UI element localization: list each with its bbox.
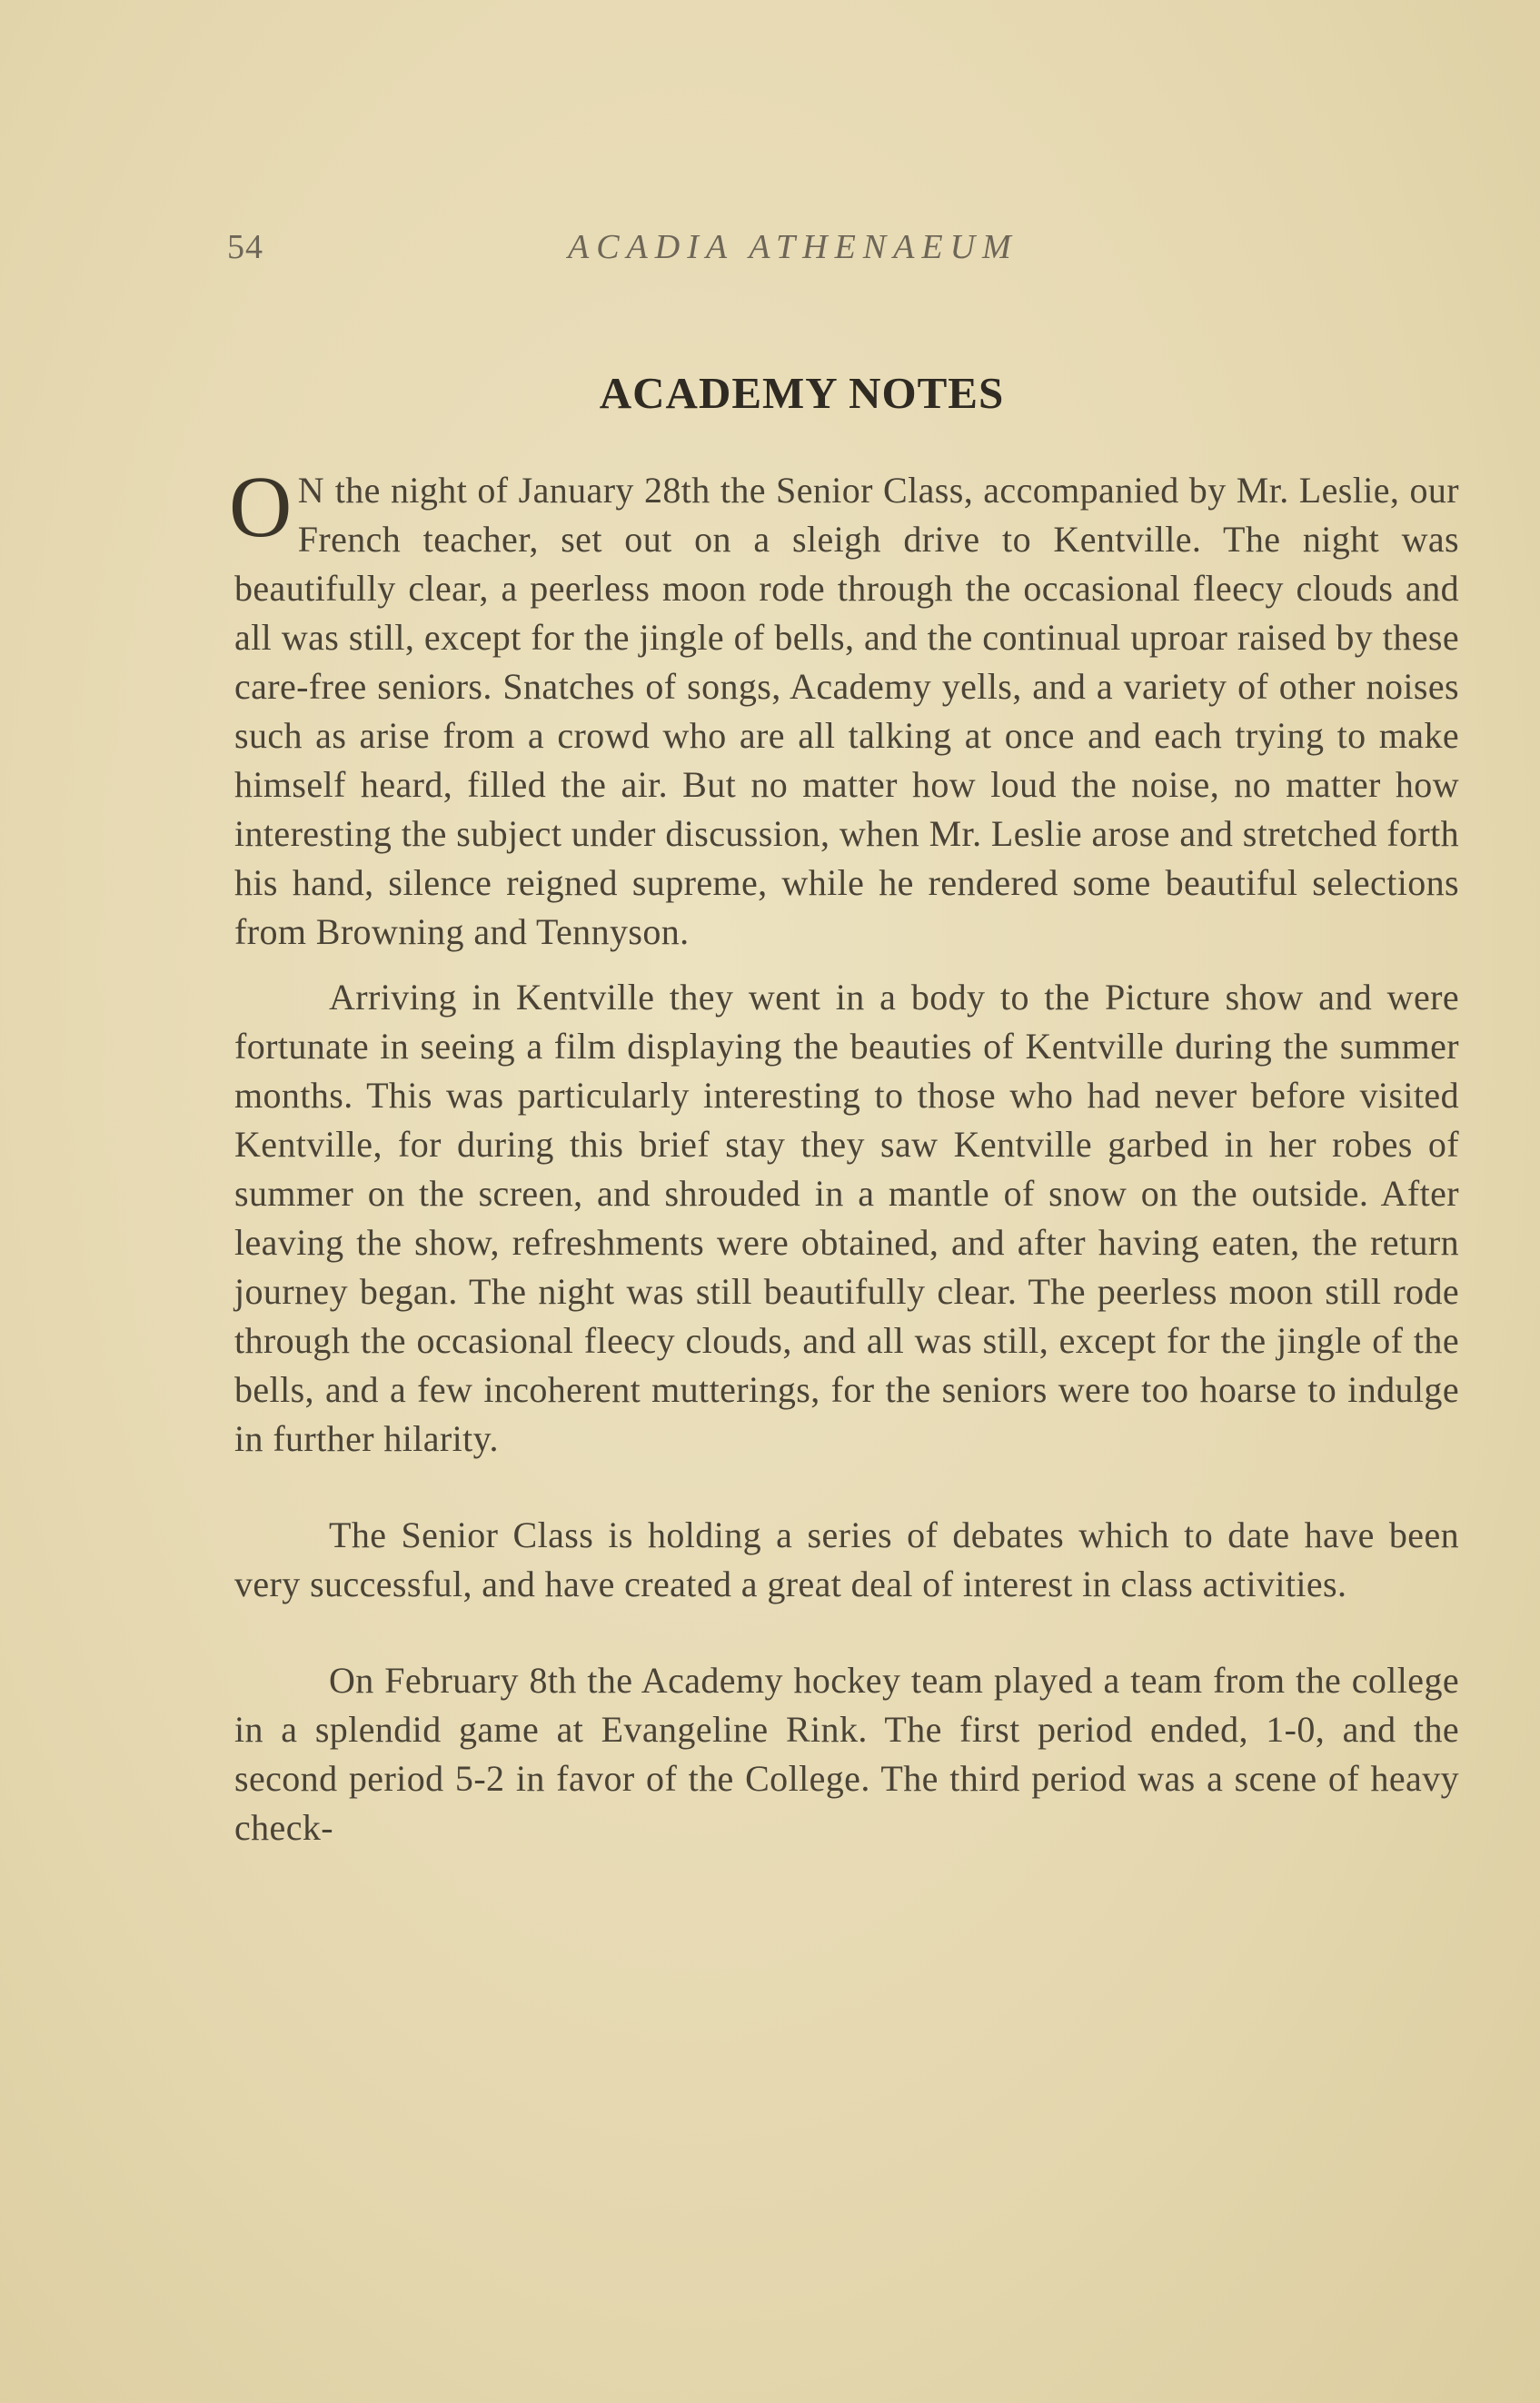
- running-header: [227, 227, 1136, 273]
- drop-cap: O: [229, 458, 293, 555]
- paragraph-1: [229, 458, 1459, 957]
- paragraph-1-text: the night of January 28th the Senior Class, accompanied by Mr. Leslie, our French teacher, set out on a sleigh drive to Kentville. The night was beautifully clear, a peerless moon rode through the occasional fleecy clouds and all was still, except for the jingle of bells, and the continual uproar raised by these care-free seniors. Snatches of songs, Academy yells, and a variety of other noises such as arise from a crowd who are all talking at once and each trying to make himself heard, filled the air. But no matter how loud the noise, no matter how interesting the subject under discussion, when Mr. Leslie arose and stretched forth his hand, silence reigned supreme, while he rendered some beautiful selections from Browning and Tennyson.: [234, 470, 1459, 952]
- paragraph-4: On February 8th the Academy hockey team played a team from the college in a splendid game at Evangeline Rink. The first period ended, 1-0, and the second period 5-2 in favor of the College. The third period was a scene of heavy check-: [234, 1660, 1459, 1848]
- journal-title: ACADIA ATHENAEUM: [568, 228, 1018, 266]
- paragraph-3: The Senior Class is holding a series of debates which to date have been very successful, and have created a great deal of interest in class activities.: [234, 1514, 1459, 1604]
- page-number: 54: [227, 228, 263, 266]
- section-title: ACADEMY NOTES: [599, 368, 1005, 418]
- lead-in: N: [297, 470, 325, 511]
- article-body: [229, 458, 1459, 1852]
- paragraph-2: Arriving in Kentville they went in a body to the Picture show and were fortunate in seeing a film displaying the beauties of Kentville during the summer months. This was particularly interesting to those who had never before visited Kentville, for during this brief stay they saw Kentville garbed in her robes of summer on the screen, and shrouded in a mantle of snow on the outside. After leaving the show, refreshments were obtained, and after having eaten, the return journey began. The night was still beautifully clear. The peerless moon still rode through the occasional fleecy clouds, and all was still, except for the jingle of the bells, and a few incoherent mutterings, for the seniors were too hoarse to indulge in further hilarity.: [234, 977, 1459, 1459]
